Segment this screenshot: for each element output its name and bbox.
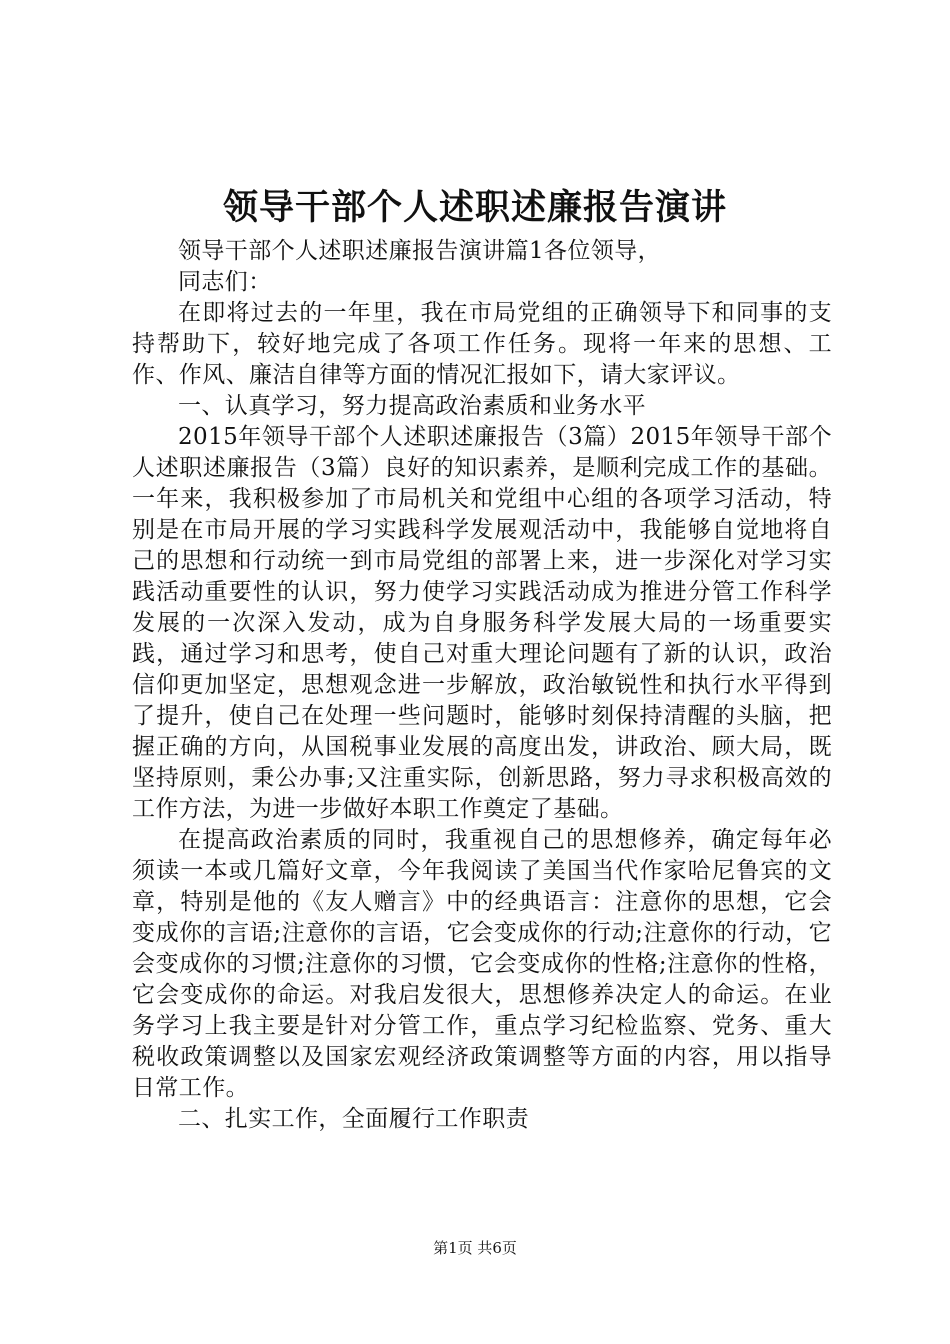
paragraph-intro: 在即将过去的一年里，我在市局党组的正确领导下和同事的支持帮助下，较好地完成了各项工作任务。现将一年来的思想、工作、作风、廉洁自律等方面的情况汇报如下，请大家评议。 bbox=[132, 300, 832, 388]
document-title: 领导干部个人述职述廉报告演讲 bbox=[222, 187, 727, 228]
paragraph-greeting: 领导干部个人述职述廉报告演讲篇1各位领导， bbox=[178, 238, 662, 264]
section-heading-2: 二、扎实工作，全面履行工作职责 bbox=[178, 1106, 529, 1132]
paragraph-salutation: 同志们： bbox=[178, 269, 272, 295]
section-heading-1: 一、认真学习，努力提高政治素质和业务水平 bbox=[178, 393, 646, 419]
document-body bbox=[132, 236, 832, 1135]
paragraph-self-cultivation: 在提高政治素质的同时，我重视自己的思想修养，确定每年必须读一本或几篇好文章，今年我阅读了美国当代作家哈尼鲁宾的文章，特别是他的《友人赠言》中的经典语言：注意你的思想，它会变成你的言语;注意你的言语，它会变成你的行动;注意你的行动，它会变成你的习惯;注意你的习惯，它会变成你的性格;注意你的性格，它会变成你的命运。对我启发很大，思想修养决定人的命运。在业务学习上我主要是针对分管工作，重点学习纪检监察、党务、重大税收政策调整以及国家宏观经济政策调整等方面的内容，用以指导日常工作。 bbox=[132, 827, 832, 1101]
page-footer: 第1页 共6页 bbox=[433, 1239, 517, 1257]
paragraph-study: 2015年领导干部个人述职述廉报告（3篇）2015年领导干部个人述职述廉报告（3篇）良好的知识素养，是顺利完成工作的基础。一年来，我积极参加了市局机关和党组中心组的各项学习活动，特别是在市局开展的学习实践科学发展观活动中，我能够自觉地将自己的思想和行动统一到市局党组的部署上来，进一步深化对学习实践活动重要性的认识，努力使学习实践活动成为推进分管工作科学发展的一次深入发动，成为自身服务科学发展大局的一场重要实践，通过学习和思考，使自己对重大理论问题有了新的认识，政治信仰更加坚定，思想观念进一步解放，政治敏锐性和执行水平得到了提升，使自己在处理一些问题时，能够时刻保持清醒的头脑，把握正确的方向，从国税事业发展的高度出发，讲政治、顾大局，既坚持原则，秉公办事;又注重实际，创新思路，努力寻求积极高效的工作方法，为进一步做好本职工作奠定了基础。 bbox=[132, 424, 832, 822]
